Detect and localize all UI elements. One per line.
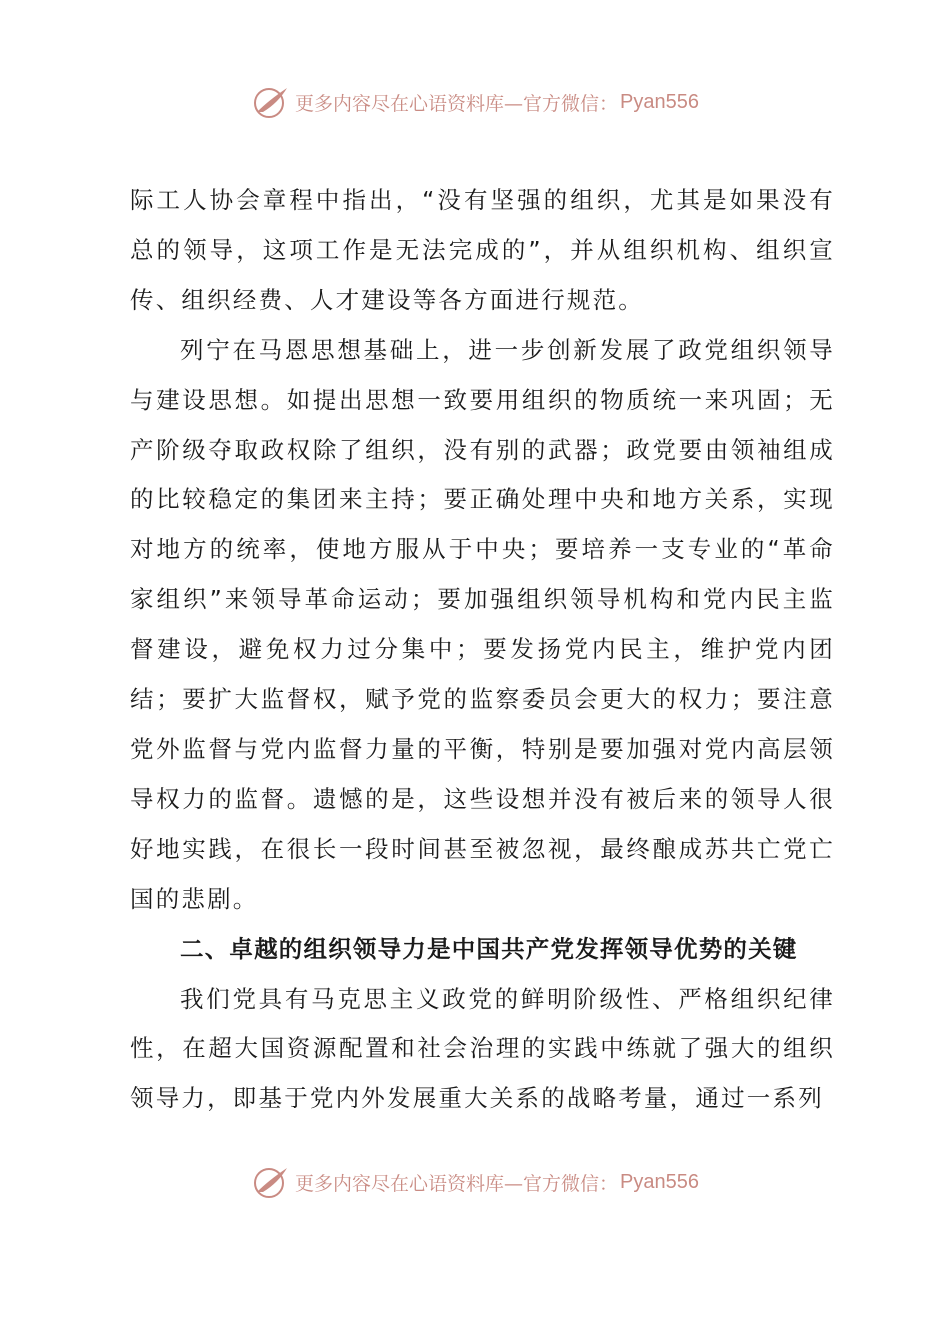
paragraph-continued: 际工人协会章程中指出，“没有坚强的组织，尤其是如果没有总的领导，这项工作是无法完成的”，并从组织机构、组织宣传、组织经费、人才建设等各方面进行规范。 xyxy=(130,186,835,314)
watermark-banner-bottom xyxy=(0,1160,950,1204)
quill-logo-icon xyxy=(251,1162,291,1202)
watermark-wechat-id: Pyan556 xyxy=(620,1170,699,1193)
section-heading: 二、卓越的组织领导力是中国共产党发挥领导优势的关键 xyxy=(180,934,798,963)
quill-logo-icon xyxy=(251,82,291,122)
paragraph-party: 我们党具有马克思主义政党的鲜明阶级性、严格组织纪律性，在超大国资源配置和社会治理的实践中练就了强大的组织领导力，即基于党内外发展重大关系的战略考量，通过一系列 xyxy=(130,984,835,1113)
watermark-text: 更多内容尽在心语资料库—官方微信： xyxy=(295,1172,619,1195)
paragraph-lenin: 列宁在马恩思想基础上，进一步创新发展了政党组织领导与建设思想。如提出思想一致要用组织的物质统一来巩固；无产阶级夺取政权除了组织，没有别的武器；政党要由领袖组成的比较稳定的集团来主持；要正确处理中央和地方关系，实现对地方的统率，使地方服从于中央；要培养一支专业的“革命家组织”来领导革命运动；要加强组织领导机构和党内民主监督建设，避免权力过分集中；要发扬党内民主，维护党内团结；要扩大监督权，赋予党的监察委员会更大的权力；要注意党外监督与党内监督力量的平衡，特别是要加强对党内高层领导权力的监督。遗憾的是，这些设想并没有被后来的领导人很好地实践，在很长一段时间甚至被忽视，最终酿成苏共亡党亡国的悲剧。 xyxy=(130,335,835,913)
watermark-text: 更多内容尽在心语资料库—官方微信： xyxy=(295,92,619,115)
document-body xyxy=(130,176,835,1124)
watermark-wechat-id: Pyan556 xyxy=(620,90,699,113)
watermark-banner-top xyxy=(0,80,950,124)
